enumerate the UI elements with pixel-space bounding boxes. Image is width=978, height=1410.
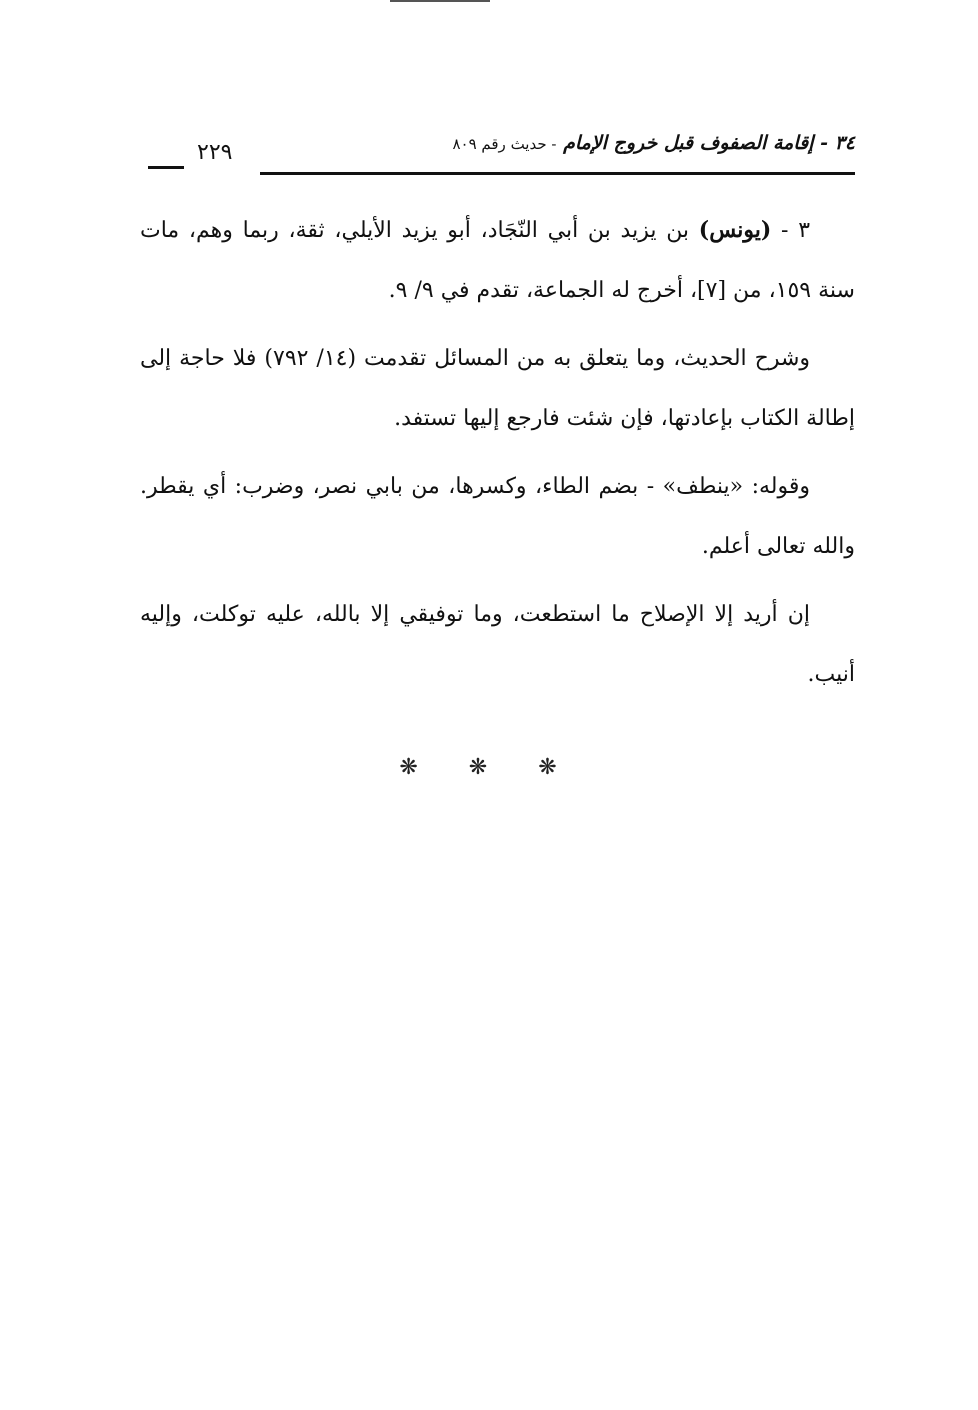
header-rule-short [148, 166, 184, 169]
page-number: ٢٢٩ [197, 140, 233, 165]
narrator-number: ٣ - [771, 218, 811, 243]
top-edge-mark [390, 0, 490, 2]
narrator-name: (يونس) [698, 217, 772, 243]
paragraph-narrator [140, 200, 855, 321]
paragraph-explanation: وشرح الحديث، وما يتعلق به من المسائل تقدمت (١٤/ ٧٩٢) فلا حاجة إلى إطالة الكتاب بإعادتها، فإن شئت فارجع إليها تستفد. [140, 346, 855, 431]
hadith-number: - حديث رقم ٨٠٩ [452, 135, 557, 153]
page-body [140, 200, 855, 713]
paragraph-closing: إن أريد إلا الإصلاح ما استطعت، وما توفيقي إلا بالله، عليه توكلت، وإليه أنيب. [140, 602, 855, 687]
chapter-title: ٣٤ - إقامة الصفوف قبل خروج الإمام [563, 132, 855, 154]
paragraph-word-note: وقوله: «ينطف» - بضم الطاء، وكسرها، من بابي نصر، وضرب: أي يقطر. والله تعالى أعلم. [140, 474, 855, 559]
narrator-text: بن يزيد بن أبي النّجَاد، أبو يزيد الأيلي، ثقة، ربما وهم، مات سنة ١٥٩، من [٧]، أخرج له الجماعة، تقدم في ٩/ ٩. [140, 218, 855, 303]
running-title [452, 132, 855, 154]
page-header [140, 128, 855, 178]
section-separator: ❋ ❋ ❋ [399, 755, 579, 780]
header-rule [260, 172, 855, 175]
